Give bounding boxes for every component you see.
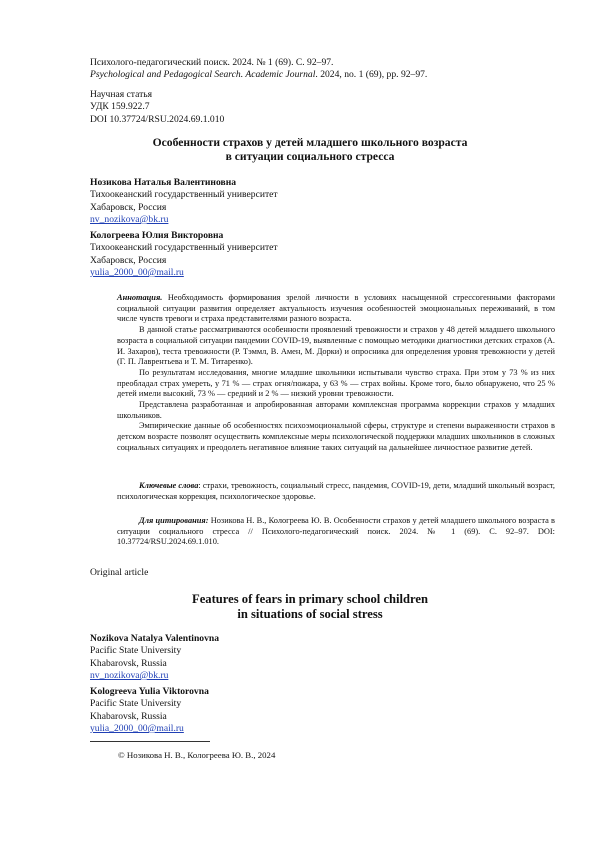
author-email-link[interactable]: nv_nozikova@bk.ru (90, 213, 169, 225)
citation (117, 516, 555, 548)
author-name: Кологреева Юлия Викторовна (90, 230, 224, 241)
abstract-paragraph: Эмпирические данные об особенностях психоэмоциональной сферы, структуре и степени выраженности страхов в детском возрасте позволят осуществить комплексные меры психологической поддержки младших школьников в сложных социальных ситуациях и преодолеть негативное влияние таких ситуаций на дальнейшее личностное развитие детей. (117, 421, 555, 452)
author-city: Khabarovsk, Russia (90, 657, 167, 669)
author-org: Тихоокеанский государственный университет (90, 242, 278, 254)
author-name: Nozikova Natalya Valentinovna (90, 633, 219, 644)
journal-citation-ru: Психолого-педагогический поиск. 2024. № 1 (69). С. 92–97. (90, 57, 334, 68)
author-city: Хабаровск, Россия (90, 201, 167, 213)
abstract (117, 293, 555, 454)
citation-label: Для цитирования: (139, 516, 209, 525)
article-meta (90, 89, 530, 126)
journal-name-en: Psychological and Pedagogical Search. Academic Journal (90, 69, 316, 80)
title-ru (90, 136, 530, 164)
title-ru-line-1: Особенности страхов у детей младшего школьного возраста (152, 136, 468, 149)
title-en (90, 592, 530, 622)
abstract-paragraph: Представлена разработанная и апробированная авторами комплексная программа коррекции страхов у младших школьников. (117, 400, 555, 420)
keywords (117, 481, 555, 502)
author-org: Тихоокеанский государственный университет (90, 189, 278, 201)
author-block-en (90, 633, 530, 682)
title-en-line-2: in situations of social stress (237, 607, 383, 621)
author-name: Нозикова Наталья Валентиновна (90, 177, 237, 188)
author-org: Pacific State University (90, 698, 182, 710)
abstract-text: Необходимость формирования зрелой личности в условиях насыщенной стрессогенными факторами социальной ситуации развития определяет актуальность изучения особенностей эмоциональных переживаний, в том числе чувств тревоги и страха представителями разного возраста. (117, 293, 556, 324)
journal-citation-en (90, 69, 530, 81)
abstract-paragraph: В данной статье рассматриваются особенности проявлений тревожности и страхов у 48 детей младшего школьного возраста в социальной ситуации пандемии COVID-19, выявленные с помощью методики диагностики детских страхов (А. И. Захаров), теста тревожности (Р. Тэммл, В. Амен, М. Дорки) и опросника для определения уровня тревожности у детей (Г. П. Лаврентьева и Т. М. Титаренко). (117, 325, 555, 367)
journal-header (90, 57, 530, 81)
copyright-notice: © Нозикова Н. В., Кологреева Ю. В., 2024 (118, 750, 276, 760)
title-en-line-1: Features of fears in primary school children (192, 592, 428, 606)
author-email-link[interactable]: nv_nozikova@bk.ru (90, 669, 169, 681)
author-city: Хабаровск, Россия (90, 254, 167, 266)
title-ru-line-2: в ситуации социального стресса (225, 150, 395, 163)
original-article-label: Original article (90, 567, 149, 578)
author-city: Khabarovsk, Russia (90, 710, 167, 722)
author-block (90, 230, 530, 279)
author-block-en (90, 686, 530, 735)
author-name: Kologreeva Yulia Viktorovna (90, 686, 209, 697)
keywords-label: Ключевые слова (139, 481, 199, 490)
keywords-text: : страхи, тревожность, социальный стресс, пандемия, COVID-19, дети, младший школьный возраст, психологическая коррекция, психологическое здоровье. (117, 481, 556, 501)
abstract-label: Аннотация. (117, 293, 163, 302)
author-org: Pacific State University (90, 645, 182, 657)
citation-paragraph (117, 516, 555, 548)
citation-text: Нозикова Н. В., Кологреева Ю. В. Особенности страхов у детей младшего школьного возраста в ситуации социального стресса // Психолого-педагогический поиск. 2024. № 1 (69). С. 92–97. DOI: 10.37724/RSU.2024.69.1.010. (117, 516, 555, 547)
author-email-link[interactable]: yulia_2000_00@mail.ru (90, 722, 184, 734)
author-block (90, 177, 530, 226)
article-type: Научная статья (90, 89, 153, 100)
author-email-link[interactable]: yulia_2000_00@mail.ru (90, 266, 184, 278)
abstract-paragraph: По результатам исследования, многие младшие школьники испытывали чувство страха. При этом у 73 % из них преобладал страх умереть, у 71 % — страх огня/пожара, у 63 % — страх войны. Кроме того, было обнаружено, что 25 % детей имели высокий, 73 % — средний и 2 % — низкий уровни тревожности. (117, 367, 555, 399)
footnote-divider (90, 741, 210, 742)
udc: УДК 159.922.7 (90, 101, 150, 113)
doi: DOI 10.37724/RSU.2024.69.1.010 (90, 113, 225, 125)
keywords-paragraph (117, 481, 555, 502)
journal-issue-en: . 2024, no. 1 (69), pp. 92–97. (315, 69, 428, 80)
abstract-paragraph (117, 293, 555, 325)
